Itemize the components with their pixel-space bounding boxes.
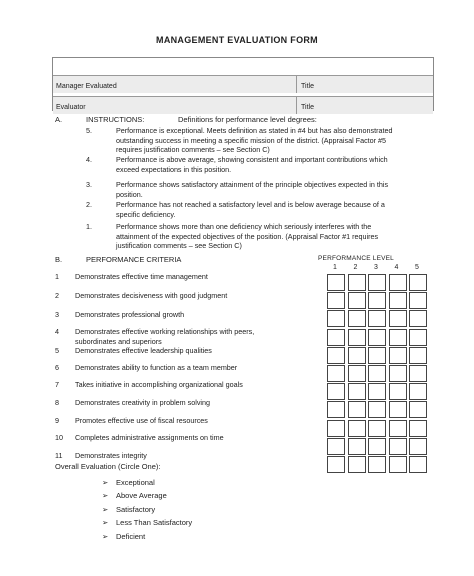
field-divider [296, 76, 297, 93]
rating-cell[interactable] [327, 292, 345, 309]
rating-cell[interactable] [327, 274, 345, 291]
rating-cell[interactable] [368, 329, 386, 346]
instruction-number: 5. [86, 126, 92, 135]
rating-cell[interactable] [348, 456, 366, 473]
criteria-text: Demonstrates effective leadership qualities [75, 346, 212, 355]
overall-choice[interactable] [102, 505, 155, 514]
rating-cell[interactable] [389, 456, 407, 473]
instruction-number: 2. [86, 200, 92, 209]
rating-cell[interactable] [409, 456, 427, 473]
instruction-number: 1. [86, 222, 92, 231]
rating-cell[interactable] [327, 365, 345, 382]
form-title: MANAGEMENT EVALUATION FORM [156, 35, 318, 45]
rating-cell[interactable] [348, 329, 366, 346]
overall-choice[interactable] [102, 518, 192, 527]
rating-cell[interactable] [348, 274, 366, 291]
header-fields-box [52, 57, 434, 111]
criteria-number: 2 [55, 291, 59, 300]
rating-cell[interactable] [368, 292, 386, 309]
criteria-number: 11 [55, 451, 63, 460]
instruction-text: Performance is above average, showing consistent and important contributions which exceed expectations in this position. [116, 155, 388, 174]
rating-cell[interactable] [389, 420, 407, 437]
criteria-text: Demonstrates effective time management [75, 272, 208, 281]
criteria-text: Promotes effective use of fiscal resources [75, 416, 208, 425]
arrow-bullet-icon: ➢ [102, 478, 109, 487]
performance-level-heading: PERFORMANCE LEVEL [318, 255, 395, 262]
rating-cell[interactable] [327, 420, 345, 437]
overall-choice-label: Exceptional [116, 478, 155, 487]
rating-cell[interactable] [327, 347, 345, 364]
field-divider [296, 97, 297, 114]
level-number: 3 [374, 264, 378, 271]
criteria-text: Takes initiative in accomplishing organizational goals [75, 380, 243, 389]
criteria-number: 8 [55, 398, 59, 407]
rating-cell[interactable] [389, 383, 407, 400]
rating-cell[interactable] [348, 420, 366, 437]
instruction-text: Performance shows satisfactory attainment of the principle objectives expected in this position. [116, 180, 389, 199]
rating-cell[interactable] [368, 347, 386, 364]
rating-cell[interactable] [409, 383, 427, 400]
level-number: 5 [415, 264, 419, 271]
criteria-number: 7 [55, 380, 59, 389]
overall-choice-label: Less Than Satisfactory [116, 518, 193, 527]
criteria-number: 6 [55, 363, 59, 372]
section-a-letter: A. [55, 115, 63, 124]
rating-cell[interactable] [327, 456, 345, 473]
rating-cell[interactable] [389, 292, 407, 309]
criteria-number: 1 [55, 272, 59, 281]
rating-cell[interactable] [368, 456, 386, 473]
rating-cell[interactable] [389, 347, 407, 364]
instruction-text: Performance shows more than one deficiency which seriously interferes with the attainment of the expected objectives of the position. (Appraisal Factor #1 requires justification comments – see Section C) [116, 222, 379, 251]
rating-cell[interactable] [409, 420, 427, 437]
instruction-text: Performance is exceptional. Meets definition as stated in #4 but has also demonstrated outstanding success in meeting a specific mission of the district. (Appraisal Factor #5 requires justification comments – see Section C) [116, 126, 393, 155]
rating-cell[interactable] [368, 420, 386, 437]
instruction-number: 3. [86, 180, 92, 189]
rating-cell[interactable] [409, 292, 427, 309]
instructions-subheading: Definitions for performance level degrees: [178, 115, 317, 124]
rating-cell[interactable] [409, 329, 427, 346]
rating-cell[interactable] [409, 365, 427, 382]
rating-cell[interactable] [327, 401, 345, 418]
overall-choice[interactable] [102, 478, 155, 487]
instructions-heading: INSTRUCTIONS: [86, 115, 145, 124]
criteria-text: Demonstrates professional growth [75, 310, 185, 319]
arrow-bullet-icon: ➢ [102, 532, 109, 541]
criteria-text: Demonstrates ability to function as a team member [75, 363, 238, 372]
criteria-text: Demonstrates effective working relationships with peers, subordinates and superiors [75, 327, 255, 346]
criteria-number: 10 [55, 433, 63, 442]
rating-cell[interactable] [409, 347, 427, 364]
rating-cell[interactable] [327, 310, 345, 327]
rating-cell[interactable] [348, 347, 366, 364]
rating-cell[interactable] [327, 438, 345, 455]
manager-evaluated-label: Manager Evaluated [56, 83, 117, 90]
rating-cell[interactable] [327, 329, 345, 346]
arrow-bullet-icon: ➢ [102, 491, 109, 500]
overall-choice-label: Deficient [116, 532, 146, 541]
overall-choice-label: Above Average [116, 491, 167, 500]
rating-cell[interactable] [368, 365, 386, 382]
rating-cell[interactable] [327, 383, 345, 400]
overall-choice[interactable] [102, 532, 145, 541]
criteria-text: Completes administrative assignments on time [75, 433, 224, 442]
rating-cell[interactable] [348, 383, 366, 400]
rating-cell[interactable] [409, 401, 427, 418]
level-number: 2 [353, 264, 358, 271]
rating-cell[interactable] [409, 438, 427, 455]
criteria-number: 3 [55, 310, 59, 319]
rating-cell[interactable] [348, 310, 366, 327]
rating-cell[interactable] [389, 438, 407, 455]
rating-cell[interactable] [368, 438, 386, 455]
instruction-number: 4. [86, 155, 92, 164]
evaluator-row[interactable] [53, 96, 433, 114]
criteria-heading: PERFORMANCE CRITERIA [86, 255, 182, 264]
rating-cell[interactable] [389, 310, 407, 327]
instruction-text: Performance has not reached a satisfactory level and is below average because of a specific deficiency. [116, 200, 385, 219]
evaluator-title-label: Title [301, 104, 314, 111]
overall-evaluation-label: Overall Evaluation (Circle One): [55, 462, 161, 471]
rating-cell[interactable] [368, 274, 386, 291]
evaluator-label: Evaluator [56, 104, 86, 111]
rating-cell[interactable] [368, 383, 386, 400]
rating-cell[interactable] [389, 274, 407, 291]
arrow-bullet-icon: ➢ [102, 518, 109, 527]
rating-cell[interactable] [389, 401, 407, 418]
rating-cell[interactable] [409, 274, 427, 291]
level-number: 1 [333, 264, 337, 271]
criteria-text: Demonstrates decisiveness with good judgment [75, 291, 228, 300]
rating-cell[interactable] [389, 365, 407, 382]
level-number: 4 [394, 264, 399, 271]
rating-cell[interactable] [368, 310, 386, 327]
overall-choice[interactable] [102, 491, 167, 500]
section-b-letter: B. [55, 255, 63, 264]
rating-cell[interactable] [348, 365, 366, 382]
manager-evaluated-row[interactable] [53, 75, 433, 93]
criteria-text: Demonstrates integrity [75, 451, 147, 460]
arrow-bullet-icon: ➢ [102, 505, 109, 514]
overall-choice-label: Satisfactory [116, 505, 156, 514]
rating-cell[interactable] [389, 329, 407, 346]
criteria-number: 4 [55, 327, 59, 336]
manager-title-label: Title [301, 83, 314, 90]
rating-cell[interactable] [348, 292, 366, 309]
criteria-number: 5 [55, 346, 59, 355]
rating-cell[interactable] [348, 438, 366, 455]
criteria-text: Demonstrates creativity in problem solving [75, 398, 211, 407]
rating-cell[interactable] [348, 401, 366, 418]
rating-cell[interactable] [409, 310, 427, 327]
rating-cell[interactable] [368, 401, 386, 418]
criteria-number: 9 [55, 416, 59, 425]
